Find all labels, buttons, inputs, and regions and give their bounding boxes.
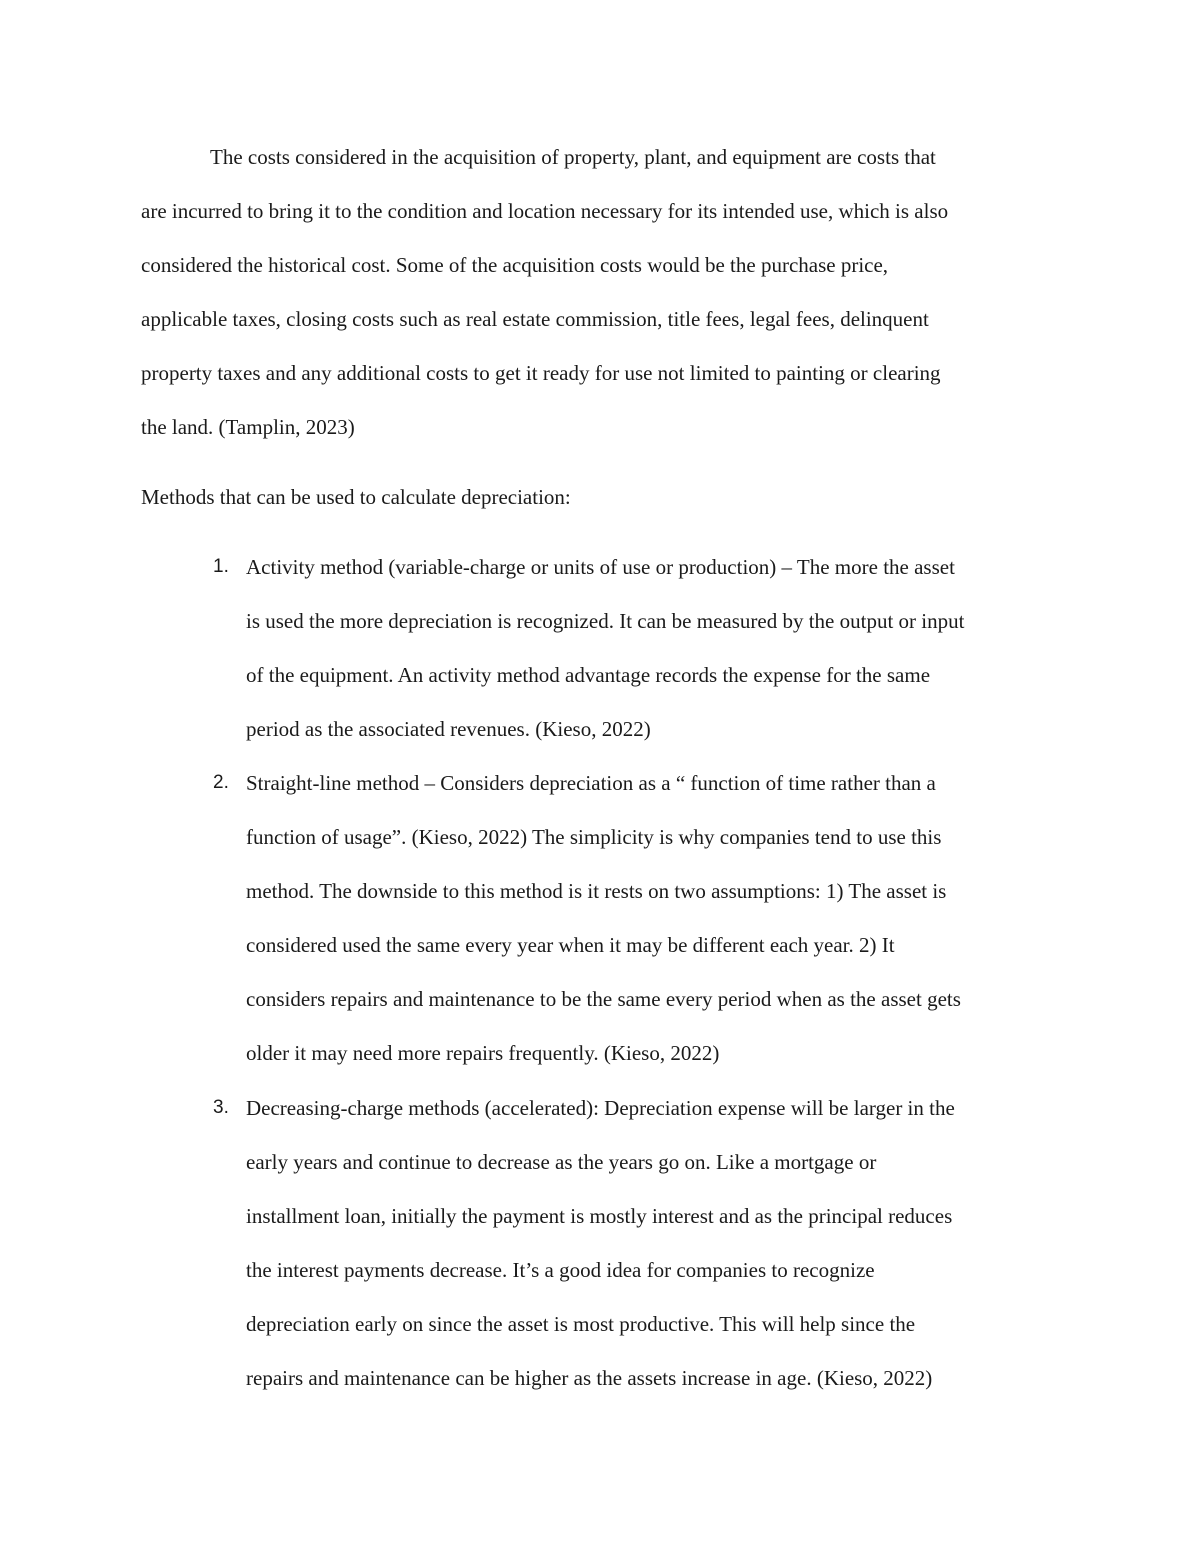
list-item-line: of the equipment. An activity method advantage records the expense for the same: [246, 663, 931, 687]
list-item-line: older it may need more repairs frequently. (Kieso, 2022): [246, 1041, 720, 1065]
intro-line: the land. (Tamplin, 2023): [141, 415, 355, 439]
intro-line: are incurred to bring it to the condition and location necessary for its intended use, which is also: [141, 199, 949, 223]
methods-heading: Methods that can be used to calculate depreciation:: [141, 485, 571, 509]
list-item-line: considered used the same every year when it may be different each year. 2) It: [246, 933, 895, 957]
list-item-line: the interest payments decrease. It’s a good idea for companies to recognize: [246, 1258, 875, 1282]
list-item-line: Straight-line method – Considers depreciation as a “ function of time rather than a: [246, 771, 936, 795]
list-item-line: function of usage”. (Kieso, 2022) The simplicity is why companies tend to use this: [246, 825, 942, 849]
list-item-line: Activity method (variable-charge or units of use or production) – The more the asset: [246, 555, 955, 579]
intro-line: considered the historical cost. Some of the acquisition costs would be the purchase price,: [141, 253, 889, 277]
list-item-line: installment loan, initially the payment is mostly interest and as the principal reduces: [246, 1204, 953, 1228]
list-item-number: 3.: [213, 1097, 229, 1118]
list-item-line: method. The downside to this method is it rests on two assumptions: 1) The asset is: [246, 879, 947, 903]
list-item-line: repairs and maintenance can be higher as the assets increase in age. (Kieso, 2022): [246, 1366, 933, 1390]
list-item-line: early years and continue to decrease as the years go on. Like a mortgage or: [246, 1150, 877, 1174]
list-item-number: 1.: [213, 556, 229, 577]
intro-line: The costs considered in the acquisition of property, plant, and equipment are costs that: [210, 145, 936, 169]
list-item-line: period as the associated revenues. (Kieso, 2022): [246, 717, 651, 741]
list-item-line: is used the more depreciation is recognized. It can be measured by the output or input: [246, 609, 965, 633]
list-item-line: depreciation early on since the asset is most productive. This will help since the: [246, 1312, 916, 1336]
list-item-line: considers repairs and maintenance to be the same every period when as the asset gets: [246, 987, 961, 1011]
intro-line: property taxes and any additional costs to get it ready for use not limited to painting or clearing: [141, 361, 941, 385]
list-item-line: Decreasing-charge methods (accelerated): Depreciation expense will be larger in the: [246, 1096, 955, 1120]
list-item-number: 2.: [213, 772, 229, 793]
intro-line: applicable taxes, closing costs such as real estate commission, title fees, legal fees, delinquent: [141, 307, 929, 331]
